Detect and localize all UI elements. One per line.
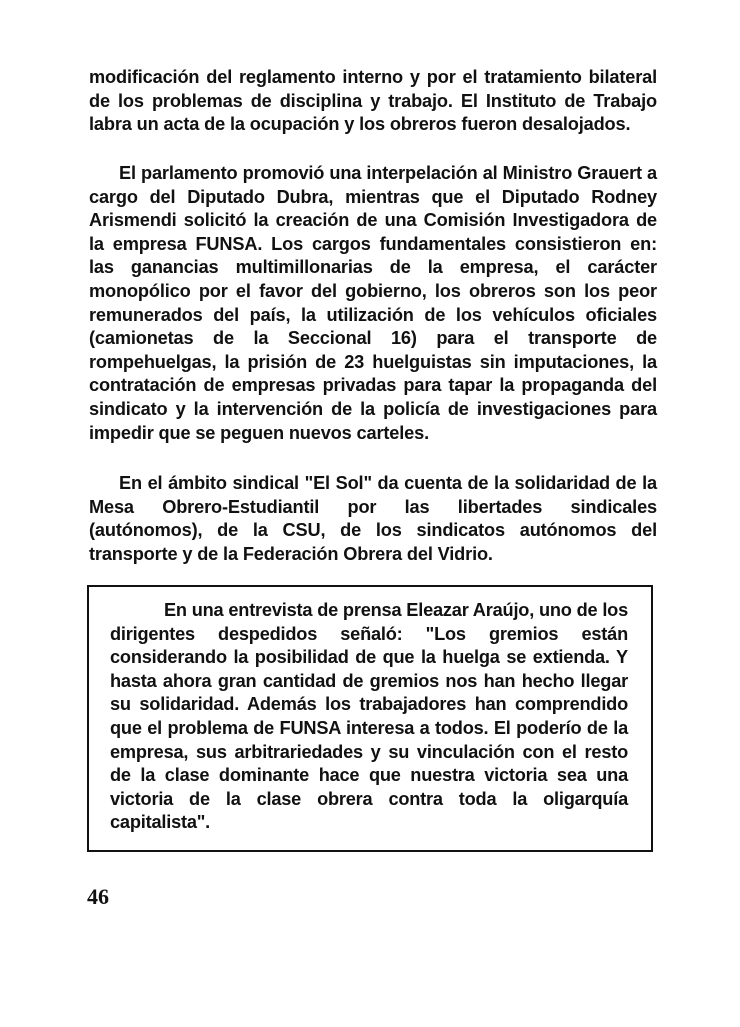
paragraph-parliament: El parlamento promovió una interpelación al Ministro Grauert a cargo del Diputado Dubra, mientras que el Diputado Rodney Arismendi solicitó la creación de una Comisión Investigadora de la empresa FUNSA. Los cargos fundamentales consistieron en: las ganancias multimillonarias de la empresa, el carácter monopólico por el favor del gobierno, los obreros son los peor remunerados del país, la utilización de los vehículos oficiales (camionetas de la Seccional 16) para el transporte de rompehuelgas, la prisión de 23 huelguistas sin imputaciones, la contratación de empresas privadas para tapar la propaganda del sindicato y la intervención de la policía de investigaciones para impedir que se peguen nuevos carteles.: [89, 163, 657, 443]
page-number: 46: [87, 884, 109, 909]
interview-quote-box: [87, 585, 653, 852]
paragraph-continuation: modificación del reglamento interno y por el tratamiento bilateral de los problemas de disciplina y trabajo. El Instituto de Trabajo labra un acta de la ocupación y los obreros fueron desalojados.: [89, 67, 657, 135]
interview-quote-text: En una entrevista de prensa Eleazar Araújo, uno de los dirigentes despedidos señaló: "Los gremios están considerando la posibilidad de que la huelga se extienda. Y hasta ahora gran cantidad de gremios nos han hecho llegar su solidaridad. Además los trabajadores han comprendido que el problema de FUNSA interesa a todos. El poderío de la empresa, sus arbitrariedades y su vinculación con el resto de la clase dominante hace que nuestra victoria sea una victoria de la clase obrera contra toda la oligarquía capitalista".: [110, 600, 628, 833]
paragraph-union-solidarity: En el ámbito sindical "El Sol" da cuenta de la solidaridad de la Mesa Obrero-Estudiantil por las libertades sindicales (autónomos), de la CSU, de los sindicatos autónomos del transporte y de la Federación Obrera del Vidrio.: [89, 473, 657, 564]
